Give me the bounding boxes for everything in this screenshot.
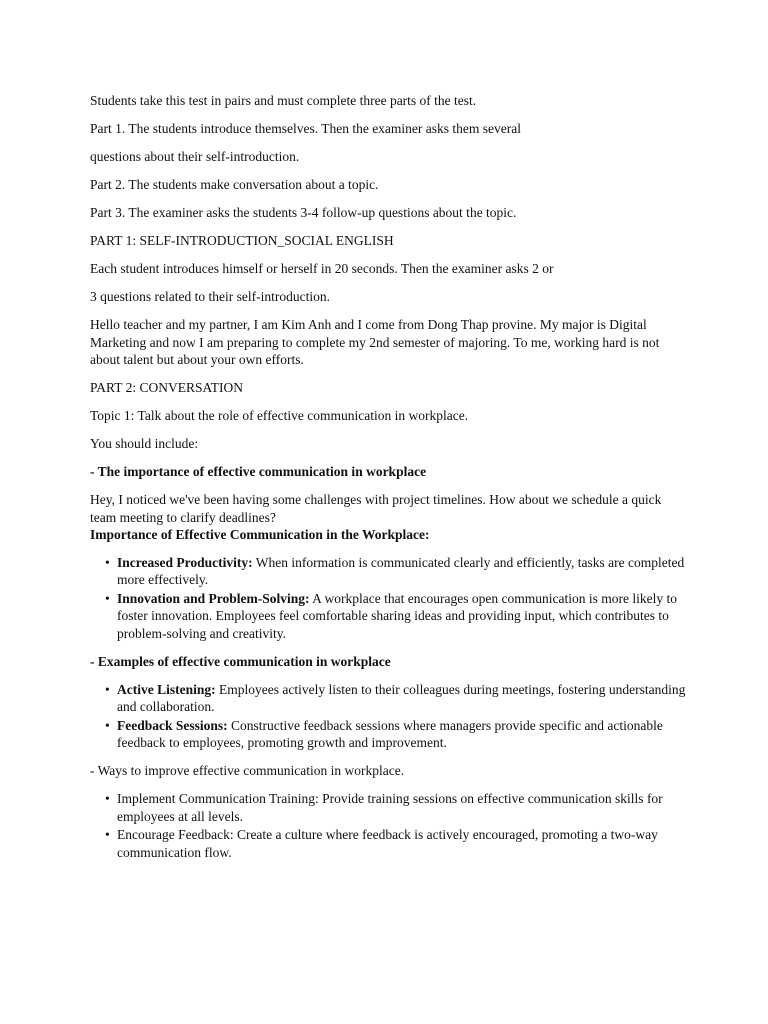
bullet-icon: • [105,590,110,606]
part1-heading: PART 1: SELF-INTRODUCTION_SOCIAL ENGLISH [90,233,394,248]
list-item [90,717,690,752]
item-text: When information is communicated clearly and efficiently, tasks are completed more effectively. [117,554,685,587]
item-text: A workplace that encourages open communication is more likely to foster innovation. Employees feel comfortable sharing ideas and providing input, which contributes to problem-solving and creativity. [117,590,677,641]
item-bold-label: Feedback Sessions: [117,717,228,733]
item-text: Implement Communication Training: Provide training sessions on effective communication skills for employees at all levels. [117,791,663,824]
item-bold-label: Active Listening: [117,681,216,697]
intro-part1-line-b: questions about their self-introduction. [90,149,300,164]
bullet-icon: • [105,717,110,733]
section1-subtitle: Importance of Effective Communication in the Workplace: [90,527,430,542]
bullet-icon: • [105,554,110,570]
intro-part3-line: Part 3. The examiner asks the students 3-4 follow-up questions about the topic. [90,205,517,220]
list-item [90,590,690,643]
list-item [90,554,690,589]
part2-include: You should include: [90,436,199,451]
section2-title: - Examples of effective communication in workplace [90,653,391,669]
item-bold-label: Increased Productivity: [117,554,253,570]
section3-list [90,790,690,861]
intro-part1-line-a: Part 1. The students introduce themselves. Then the examiner asks them several [90,121,522,136]
bullet-icon: • [105,681,110,697]
section2-list [90,681,690,752]
item-text: Employees actively listen to their colleagues during meetings, fostering understanding and collaboration. [117,681,686,714]
list-item [90,826,690,861]
list-item [90,681,690,716]
intro-line: Students take this test in pairs and must complete three parts of the test. [90,93,477,108]
section3-title: - Ways to improve effective communication in workplace. [90,763,405,778]
item-text: Encourage Feedback: Create a culture where feedback is actively encouraged, promoting a two-way communication flow. [117,827,658,860]
document-page [90,92,690,872]
section1-text: Hey, I noticed we've been having some challenges with project timelines. How about we schedule a quick team meeting to clarify deadlines? [90,492,662,525]
part2-topic: Topic 1: Talk about the role of effective communication in workplace. [90,408,469,423]
section1-list [90,554,690,643]
part1-instruction-a: Each student introduces himself or herself in 20 seconds. Then the examiner asks 2 or [90,261,554,276]
part1-instruction-b: 3 questions related to their self-introduction. [90,289,330,304]
bullet-icon: • [105,791,110,806]
part2-heading: PART 2: CONVERSATION [90,380,243,395]
item-text: Constructive feedback sessions where managers provide specific and actionable feedback to employees, promoting growth and improvement. [117,717,663,750]
part1-answer: Hello teacher and my partner, I am Kim Anh and I come from Dong Thap provine. My major is Digital Marketing and now I am preparing to complete my 2nd semester of majoring. To me, working hard is not about talent but about your own efforts. [90,317,660,367]
bullet-icon: • [105,827,110,842]
item-bold-label: Innovation and Problem-Solving: [117,590,310,606]
section1-title: - The importance of effective communication in workplace [90,464,427,479]
list-item [90,790,690,825]
intro-part2-line: Part 2. The students make conversation about a topic. [90,177,379,192]
